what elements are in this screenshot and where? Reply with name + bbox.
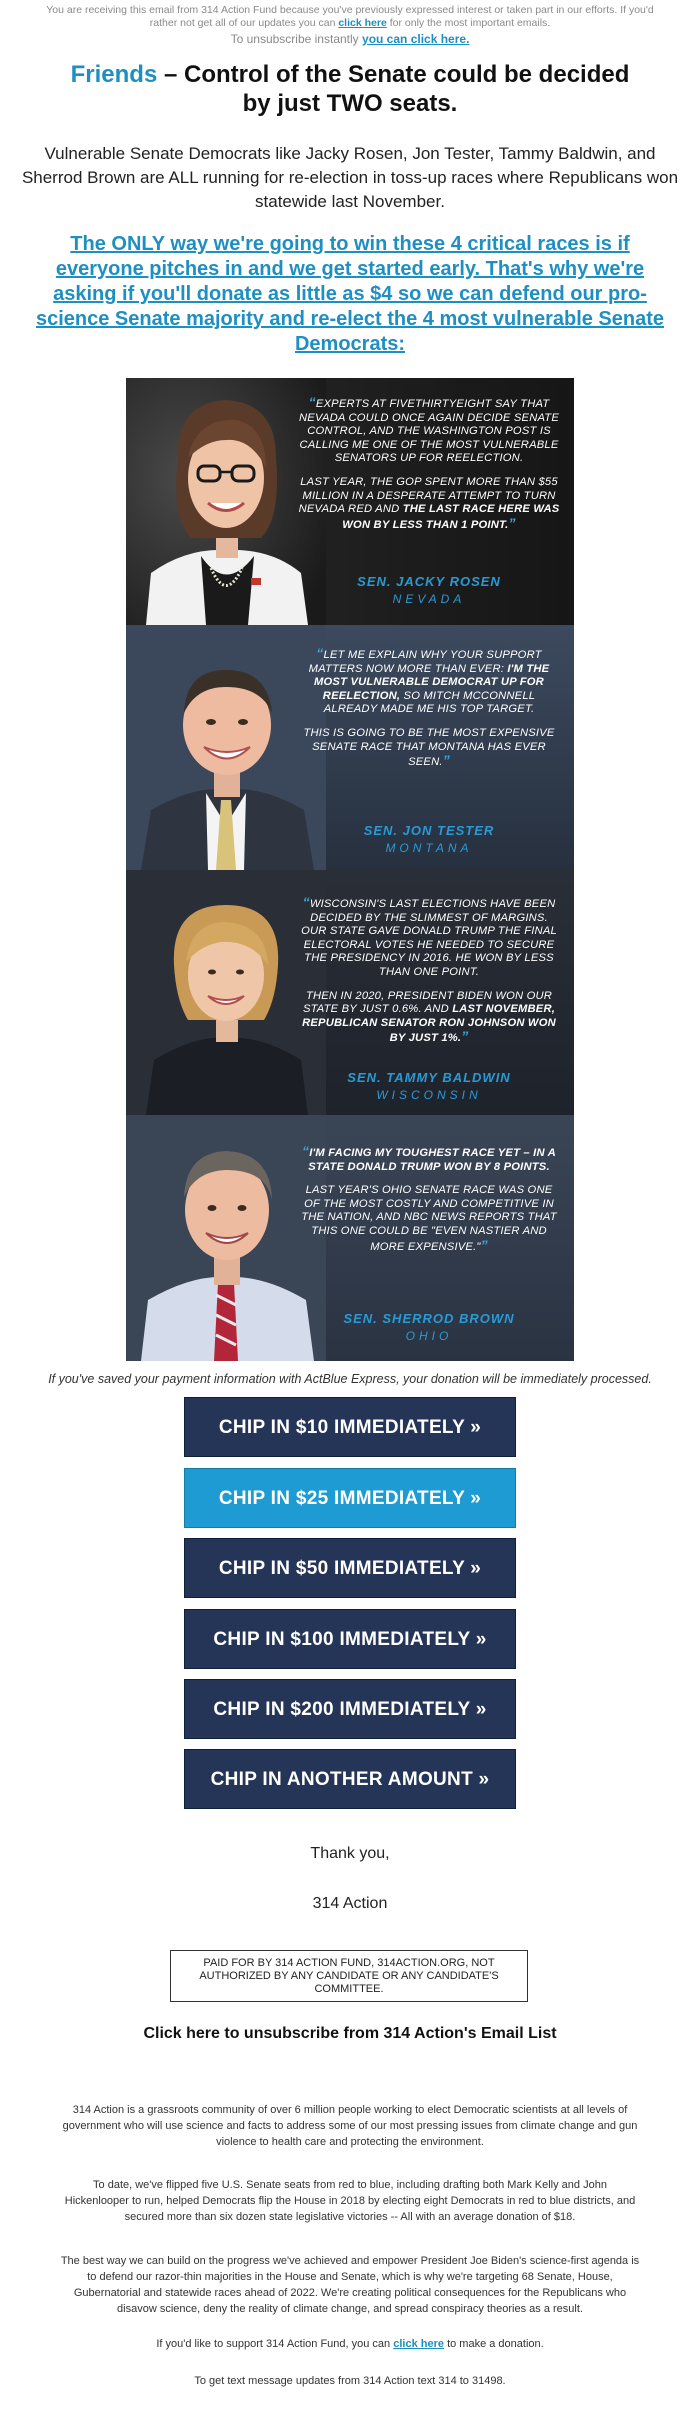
- baldwin-quote: [296, 896, 562, 1056]
- footer-record: To date, we've flipped five U.S. Senate seats from red to blue, including drafting both Mark Kelly and John Hickenlooper to run, helped Democrats flip the House in 2018 by electing eight Democrats in red to blue districts, and secured more than six dozen state legislative victories -- All with an average donation of $18.: [64, 2179, 636, 2223]
- headline-text: – Control of the Senate could be decided by just TWO seats.: [163, 61, 630, 117]
- tester-quote-p1a: LET ME EXPLAIN WHY YOUR SUPPORT MATTERS NOW MORE THAN EVER:: [308, 649, 542, 675]
- unsubscribe-instant-link[interactable]: you can click here.: [362, 32, 470, 46]
- chip-in-other-button[interactable]: CHIP IN ANOTHER AMOUNT »: [184, 1749, 516, 1809]
- tester-quote-p1b: I'M THE MOST VULNERABLE DEMOCRAT UP FOR REELECTION,: [314, 662, 550, 702]
- preferences-link[interactable]: click here: [338, 17, 387, 29]
- tester-quote-p1c: SO MITCH MCCONNELL ALREADY MADE ME HIS TOP TARGET.: [323, 689, 536, 716]
- unsubscribe-line: [0, 28, 700, 54]
- open-quote-icon: “: [316, 645, 324, 661]
- rosen-name: SEN. JACKY ROSEN: [357, 574, 501, 589]
- footer-support: [60, 2336, 640, 2352]
- footer-support-text-end: to make a donation.: [447, 2338, 544, 2350]
- rosen-quote-p2b: THE LAST RACE HERE WAS WON BY LESS THAN 1 POINT.: [342, 503, 560, 531]
- panel-brown[interactable]: [126, 1115, 574, 1361]
- footer-sms: To get text message updates from 314 Action text 314 to 31498.: [194, 2375, 506, 2387]
- baldwin-quote-p1: WISCONSIN'S LAST ELECTIONS HAVE BEEN DECIDED BY THE SLIMMEST OF MARGINS. OUR STATE GAVE DONALD TRUMP THE FINAL ELECTORAL VOTES HE NEEDED TO SECURE THE PRESIDENCY IN 2016. HE WON BY LESS THAN ONE POINT.: [301, 898, 557, 978]
- panel-baldwin[interactable]: [126, 870, 574, 1115]
- baldwin-name: SEN. TAMMY BALDWIN: [347, 1070, 511, 1085]
- baldwin-state: WISCONSIN: [376, 1088, 482, 1102]
- chip-in-200-button[interactable]: CHIP IN $200 IMMEDIATELY »: [184, 1679, 516, 1739]
- baldwin-quote-p2b: LAST NOVEMBER, REPUBLICAN SENATOR RON JOHNSON WON BY JUST 1%.: [302, 1003, 556, 1045]
- preheader: [0, 0, 700, 28]
- tester-quote-p2: THIS IS GOING TO BE THE MOST EXPENSIVE SENATE RACE THAT MONTANA HAS EVER SEEN.: [303, 726, 555, 769]
- close-quote-icon: ”: [508, 514, 516, 531]
- unsubscribe-text: To unsubscribe instantly: [230, 32, 359, 46]
- rosen-quote-p1: EXPERTS AT FIVETHIRTYEIGHT SAY THAT NEVADA COULD ONCE AGAIN DECIDE SENATE CONTROL, AND THE WASHINGTON POST IS CALLING ME ONE OF THE MOST VULNERABLE SENATORS UP FOR REELECTION.: [299, 398, 559, 465]
- brown-state: OHIO: [405, 1329, 453, 1343]
- donate-ask-link[interactable]: The ONLY way we're going to win these 4 critical races is if everyone pitches in and we get started early. That's why we're asking if you'll donate as little as $4 so we can defend our pro-science Senate majority and re-elect the 4 most vulnerable Senate Democrats:: [35, 233, 665, 355]
- rosen-quote-p2a: LAST YEAR, THE GOP SPENT MORE THAN $55 MILLION IN A DESPERATE ATTEMPT TO TURN NEVADA RED AND: [298, 475, 558, 516]
- close-quote-icon: ”: [480, 1236, 488, 1253]
- tester-name: SEN. JON TESTER: [363, 823, 495, 838]
- intro-paragraph: Vulnerable Senate Democrats like Jacky Rosen, Jon Tester, Tammy Baldwin, and Sherrod Brown are ALL running for re-election in toss-up races where Republicans won statewide last November.: [21, 144, 679, 211]
- baldwin-quote-p2a: THEN IN 2020, PRESIDENT BIDEN WON OUR STATE BY JUST 0.6%. AND: [302, 989, 553, 1016]
- paid-for-disclaimer: PAID FOR BY 314 ACTION FUND, 314ACTION.ORG, NOT AUTHORIZED BY ANY CANDIDATE OR ANY CANDIDATE'S COMMITTEE.: [170, 1950, 528, 2002]
- chip-in-100-button[interactable]: CHIP IN $100 IMMEDIATELY »: [184, 1609, 516, 1669]
- brown-name: SEN. SHERROD BROWN: [343, 1311, 515, 1326]
- preheader-text-end: for only the most important emails.: [389, 17, 551, 29]
- donate-click-here-link[interactable]: click here: [393, 2338, 444, 2350]
- panel-rosen[interactable]: [126, 378, 574, 625]
- chip-in-10-button[interactable]: CHIP IN $10 IMMEDIATELY »: [184, 1397, 516, 1457]
- brown-quote-p1: I'M FACING MY TOUGHEST RACE YET – IN A STATE DONALD TRUMP WON BY 8 POINTS.: [308, 1147, 556, 1173]
- close-quote-icon: ”: [461, 1028, 469, 1045]
- open-quote-icon: “: [302, 1143, 310, 1159]
- rosen-state: NEVADA: [392, 592, 466, 606]
- unsubscribe-link[interactable]: Click here to unsubscribe from 314 Action's Email List: [143, 2025, 557, 2042]
- signature-org: 314 Action: [312, 1895, 388, 1912]
- chip-in-25-button[interactable]: CHIP IN $25 IMMEDIATELY »: [184, 1468, 516, 1528]
- footer-mission: The best way we can build on the progress we've achieved and empower President Joe Biden's science-first agenda is to defend our razor-thin majorities in the House and Senate, which is why we're targeting 68 Senate, House, Gubernatorial and statewide races ahead of 2022. We're creating political consequences for the Republicans who disavow science, deny the reality of climate change, and spread conspiracy theories as a result.: [60, 2255, 640, 2315]
- open-quote-icon: “: [308, 394, 316, 410]
- open-quote-icon: “: [302, 894, 310, 910]
- actblue-note: If you've saved your payment information with ActBlue Express, your donation will be immediately processed.: [48, 1372, 652, 1386]
- footer-support-text: If you'd like to support 314 Action Fund, you can: [156, 2338, 391, 2350]
- panel-tester[interactable]: [126, 625, 574, 870]
- tester-quote: [296, 647, 562, 780]
- preheader-text: You are receiving this email from 314 Action Fund because you've previously expressed interest or taken part in our efforts. If you'd rather not get all of our updates you can: [46, 4, 654, 29]
- thank-you: Thank you,: [310, 1845, 390, 1862]
- brown-quote-p2: LAST YEAR'S OHIO SENATE RACE WAS ONE OF THE MOST COSTLY AND COMPETITIVE IN THE NATION, AND NBC NEWS REPORTS THAT THIS ONE COULD BE "EVEN NASTIER AND MORE EXPENSIVE.": [301, 1184, 557, 1253]
- tester-state: MONTANA: [385, 841, 473, 855]
- headline-friends: Friends: [70, 61, 158, 88]
- close-quote-icon: ”: [442, 752, 450, 769]
- chip-in-50-button[interactable]: CHIP IN $50 IMMEDIATELY »: [184, 1538, 516, 1598]
- headline: [0, 60, 700, 132]
- footer-about: 314 Action is a grassroots community of over 6 million people working to elect Democratic scientists at all levels of government who will use science and facts to address some of our most pressing issues from climate change and gun violence to health care and protecting the environment.: [62, 2104, 638, 2148]
- senator-panels: [126, 378, 574, 1361]
- brown-quote: [296, 1145, 562, 1264]
- rosen-quote: [296, 396, 562, 542]
